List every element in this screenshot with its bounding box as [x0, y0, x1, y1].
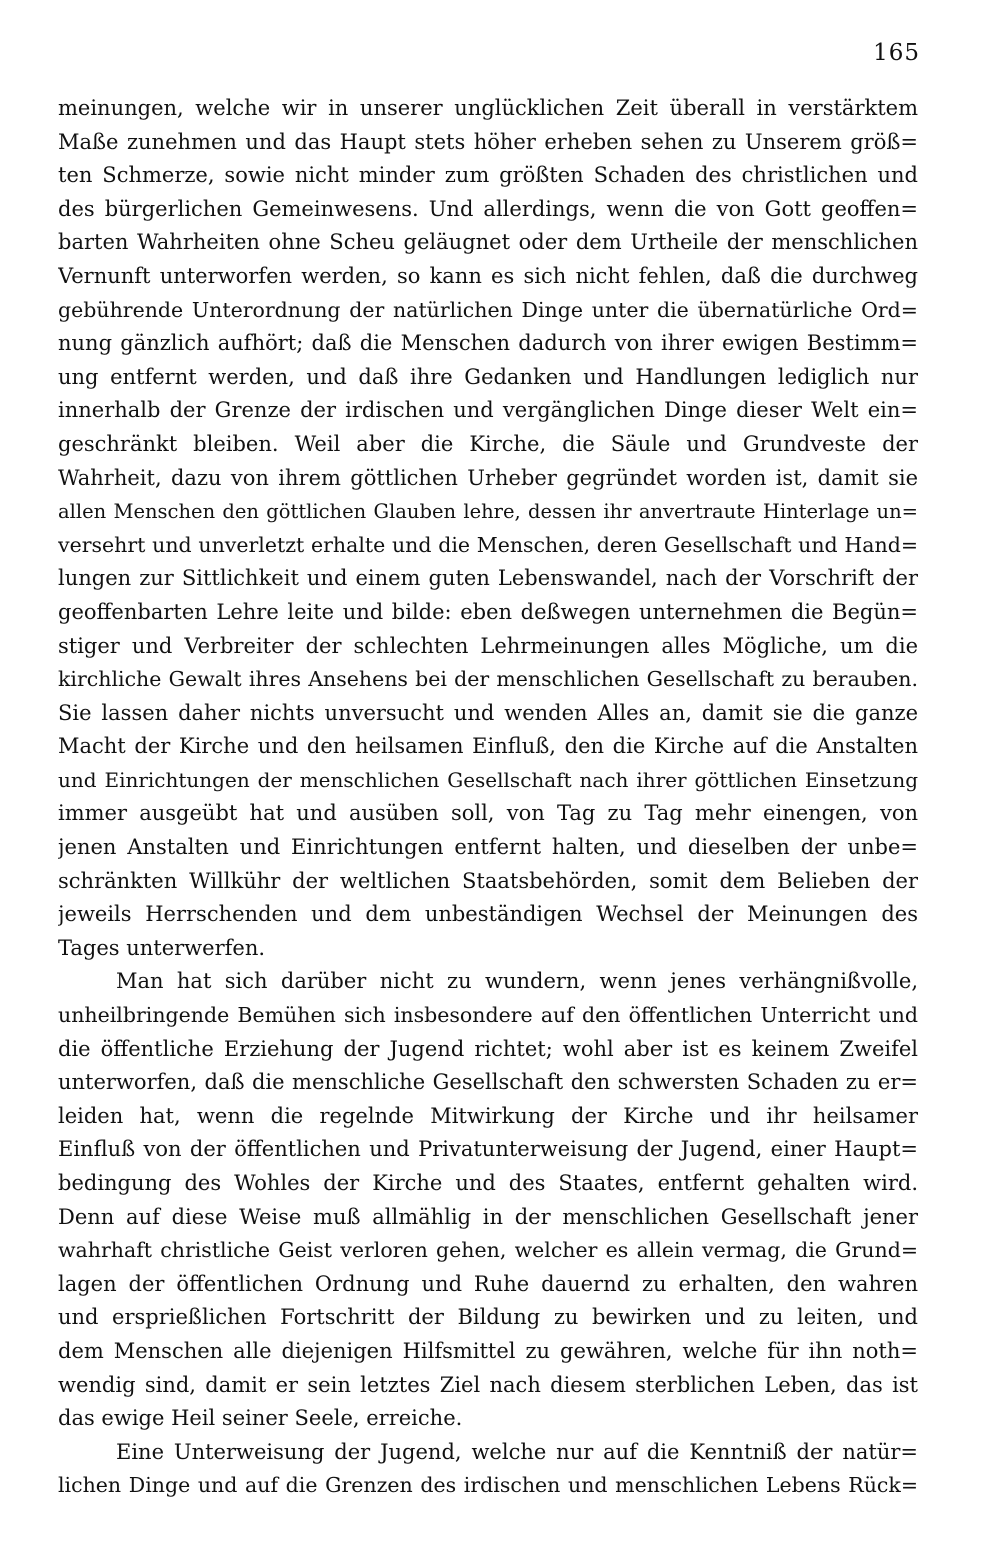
text-line: jeweils Herrschenden und dem unbeständigen Wechsel der Meinungen des [58, 902, 918, 927]
text-line: Maße zunehmen und das Haupt stets höher erheben sehen zu Unserem größ= [58, 129, 918, 154]
paragraph-3 [58, 1436, 918, 1503]
text-line: Denn auf diese Weise muß allmählig in der menschlichen Gesellschaft jener [58, 1204, 918, 1229]
text-line: versehrt und unverletzt erhalte und die Menschen, deren Gesellschaft und Hand= [58, 532, 918, 557]
text-line: lichen Dinge und auf die Grenzen des irdischen und menschlichen Lebens Rück= [58, 1473, 918, 1498]
text-line: ten Schmerze, sowie nicht minder zum größten Schaden des christlichen und [58, 163, 918, 188]
text-line: allen Menschen den göttlichen Glauben lehre, dessen ihr anvertraute Hinterlage un= [58, 500, 918, 524]
text-line: bedingung des Wohles der Kirche und des Staates, entfernt gehalten wird. [58, 1171, 918, 1195]
text-line: Vernunft unterworfen werden, so kann es sich nicht fehlen, daß die durchweg [58, 263, 918, 288]
text-line: ung entfernt werden, und daß ihre Gedanken und Handlungen lediglich nur [58, 364, 918, 389]
text-line: Eine Unterweisung der Jugend, welche nur auf die Kenntniß der natür= [116, 1439, 918, 1464]
text-line: wahrhaft christliche Geist verloren gehen, welcher es allein vermag, die Grund= [58, 1238, 918, 1263]
text-line: die öffentliche Erziehung der Jugend richtet; wohl aber ist es keinem Zweifel [58, 1036, 918, 1061]
text-line: innerhalb der Grenze der irdischen und vergänglichen Dinge dieser Welt ein= [58, 398, 918, 423]
text-line: dem Menschen alle diejenigen Hilfsmittel zu gewähren, welche für ihn noth= [58, 1338, 918, 1363]
text-line: jenen Anstalten und Einrichtungen entfernt halten, und dieselben der unbe= [58, 835, 918, 860]
text-line: barten Wahrheiten ohne Scheu geläugnet oder dem Urtheile der menschlichen [58, 230, 918, 255]
text-line: lungen zur Sittlichkeit und einem guten Lebenswandel, nach der Vorschrift der [58, 566, 918, 591]
body-text [58, 92, 918, 1503]
text-line: unheilbringende Bemühen sich insbesondere auf den öffentlichen Unterricht und [58, 1003, 918, 1028]
text-line: das ewige Heil seiner Seele, erreiche. [58, 1406, 463, 1431]
text-line: Tages unterwerfen. [58, 935, 266, 960]
text-line: unterworfen, daß die menschliche Gesellschaft den schwersten Schaden zu er= [58, 1070, 918, 1095]
text-line: Sie lassen daher nichts unversucht und wenden Alles an, damit sie die ganze [58, 700, 918, 725]
text-line: immer ausgeübt hat und ausüben soll, von Tag zu Tag mehr einengen, von [58, 801, 918, 826]
text-line: leiden hat, wenn die regelnde Mitwirkung der Kirche und ihr heilsamer [58, 1103, 918, 1128]
text-line: und ersprießlichen Fortschritt der Bildung zu bewirken und zu leiten, und [58, 1305, 918, 1330]
text-line: lagen der öffentlichen Ordnung und Ruhe dauernd zu erhalten, den wahren [58, 1271, 918, 1296]
text-line: stiger und Verbreiter der schlechten Lehrmeinungen alles Mögliche, um die [58, 633, 918, 658]
text-line: geoffenbarten Lehre leite und bilde: eben deßwegen unternehmen die Begün= [58, 599, 918, 624]
text-line: Man hat sich darüber nicht zu wundern, wenn jenes verhängnißvolle, [116, 969, 918, 994]
paragraph-1 [58, 92, 918, 965]
text-line: Macht der Kirche und den heilsamen Einfluß, den die Kirche auf die Anstalten [58, 734, 918, 759]
text-line: kirchliche Gewalt ihres Ansehens bei der menschlichen Gesellschaft zu berauben. [58, 667, 918, 692]
text-line: des bürgerlichen Gemeinwesens. Und allerdings, wenn die von Gott geoffen= [58, 196, 918, 221]
text-line: schränkten Willkühr der weltlichen Staatsbehörden, somit dem Belieben der [58, 868, 918, 893]
page-number: 165 [873, 40, 920, 66]
text-line: gebührende Unterordnung der natürlichen Dinge unter die übernatürliche Ord= [58, 297, 918, 322]
text-line: meinungen, welche wir in unserer unglücklichen Zeit überall in verstärktem [58, 96, 918, 120]
text-line: Einfluß von der öffentlichen und Privatunterweisung der Jugend, einer Haupt= [58, 1137, 918, 1162]
text-line: wendig sind, damit er sein letztes Ziel nach diesem sterblichen Leben, das ist [58, 1372, 918, 1397]
text-line: nung gänzlich aufhört; daß die Menschen dadurch von ihrer ewigen Bestimm= [58, 331, 918, 356]
paragraph-2 [58, 965, 918, 1435]
text-line: geschränkt bleiben. Weil aber die Kirche, die Säule und Grundveste der [58, 431, 918, 456]
text-line: Wahrheit, dazu von ihrem göttlichen Urheber gegründet worden ist, damit sie [58, 465, 918, 490]
text-line: und Einrichtungen der menschlichen Gesellschaft nach ihrer göttlichen Einsetzung [58, 767, 918, 792]
